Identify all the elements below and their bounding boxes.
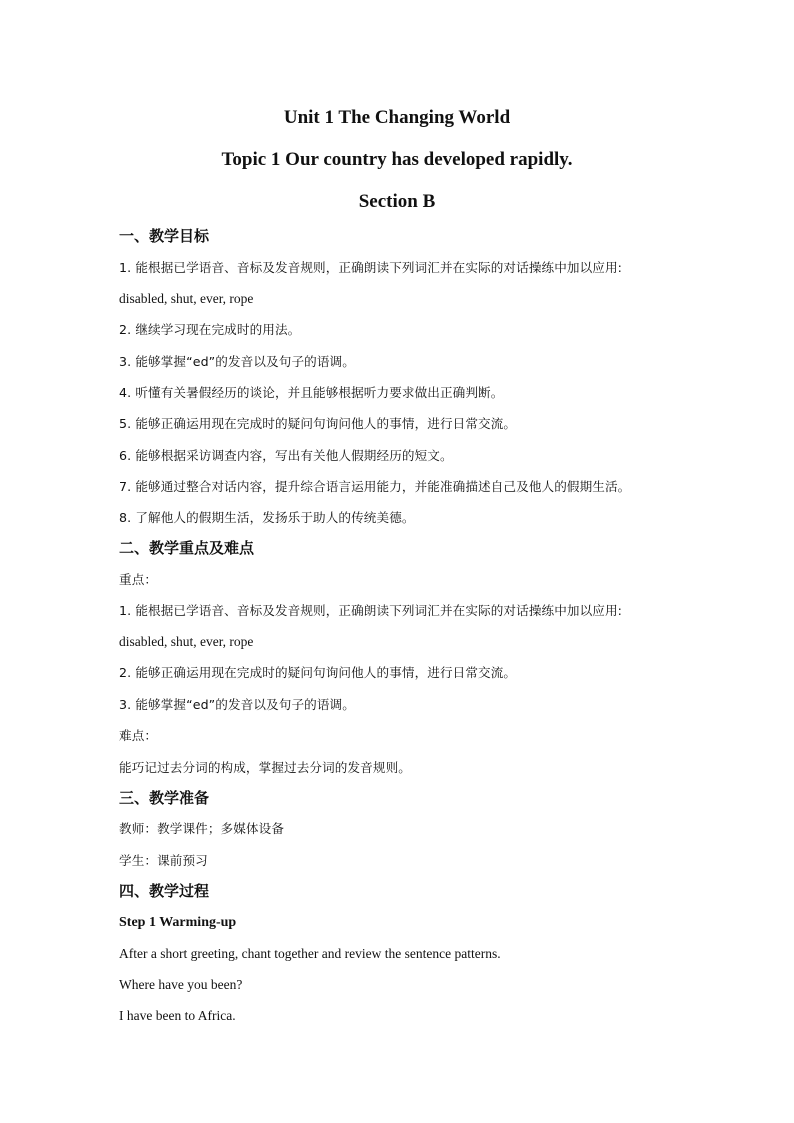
focus-item: 1. 能根据已学语音、音标及发音规则，正确朗读下列词汇并在实际的对话操练中加以应用: xyxy=(119,603,623,618)
step1-title: Step 1 Warming-up xyxy=(119,915,237,930)
difficulty-label: 难点： xyxy=(119,728,158,743)
objective-item: 4. 听懂有关暑假经历的谈论，并且能够根据听力要求做出正确判断。 xyxy=(119,385,504,400)
step1-line: I have been to Africa. xyxy=(119,1008,236,1023)
topic-title: Topic 1 Our country has developed rapidly. xyxy=(221,149,573,170)
process-heading: 四、教学过程 xyxy=(119,882,210,900)
objective-item: 5. 能够正确运用现在完成时的疑问句询问他人的事情，进行日常交流。 xyxy=(119,416,517,431)
preparation-heading: 三、教学准备 xyxy=(119,789,210,807)
section-title: Section B xyxy=(358,191,436,212)
difficulty-text: 能巧记过去分词的构成，掌握过去分词的发音规则。 xyxy=(119,760,411,775)
student-preparation: 学生：课前预习 xyxy=(119,853,208,868)
objective-item: 2. 继续学习现在完成时的用法。 xyxy=(119,322,301,337)
step1-line: Where have you been? xyxy=(119,977,243,992)
focus-item: 2. 能够正确运用现在完成时的疑问句询问他人的事情，进行日常交流。 xyxy=(119,665,517,680)
objective-item: 7. 能够通过整合对话内容，提升综合语言运用能力，并能准确描述自己及他人的假期生活。 xyxy=(119,479,631,494)
focus-item: 3. 能够掌握“ed”的发音以及句子的语调。 xyxy=(119,697,355,712)
objectives-heading: 一、教学目标 xyxy=(119,227,210,245)
focus-label: 重点： xyxy=(119,572,158,587)
step1-line: After a short greeting, chant together and review the sentence patterns. xyxy=(119,946,501,961)
key-points-heading: 二、教学重点及难点 xyxy=(119,539,255,557)
objective-item: 3. 能够掌握“ed”的发音以及句子的语调。 xyxy=(119,354,355,369)
objective-item: 8. 了解他人的假期生活，发扬乐于助人的传统美德。 xyxy=(119,510,415,525)
unit-title: Unit 1 The Changing World xyxy=(283,107,511,128)
objective-item: 6. 能够根据采访调查内容，写出有关他人假期经历的短文。 xyxy=(119,448,453,463)
teacher-preparation: 教师：教学课件；多媒体设备 xyxy=(119,821,285,836)
objective-vocab: disabled, shut, ever, rope xyxy=(119,291,254,306)
objective-item: 1. 能根据已学语音、音标及发音规则，正确朗读下列词汇并在实际的对话操练中加以应用: xyxy=(119,260,623,275)
focus-vocab: disabled, shut, ever, rope xyxy=(119,634,254,649)
